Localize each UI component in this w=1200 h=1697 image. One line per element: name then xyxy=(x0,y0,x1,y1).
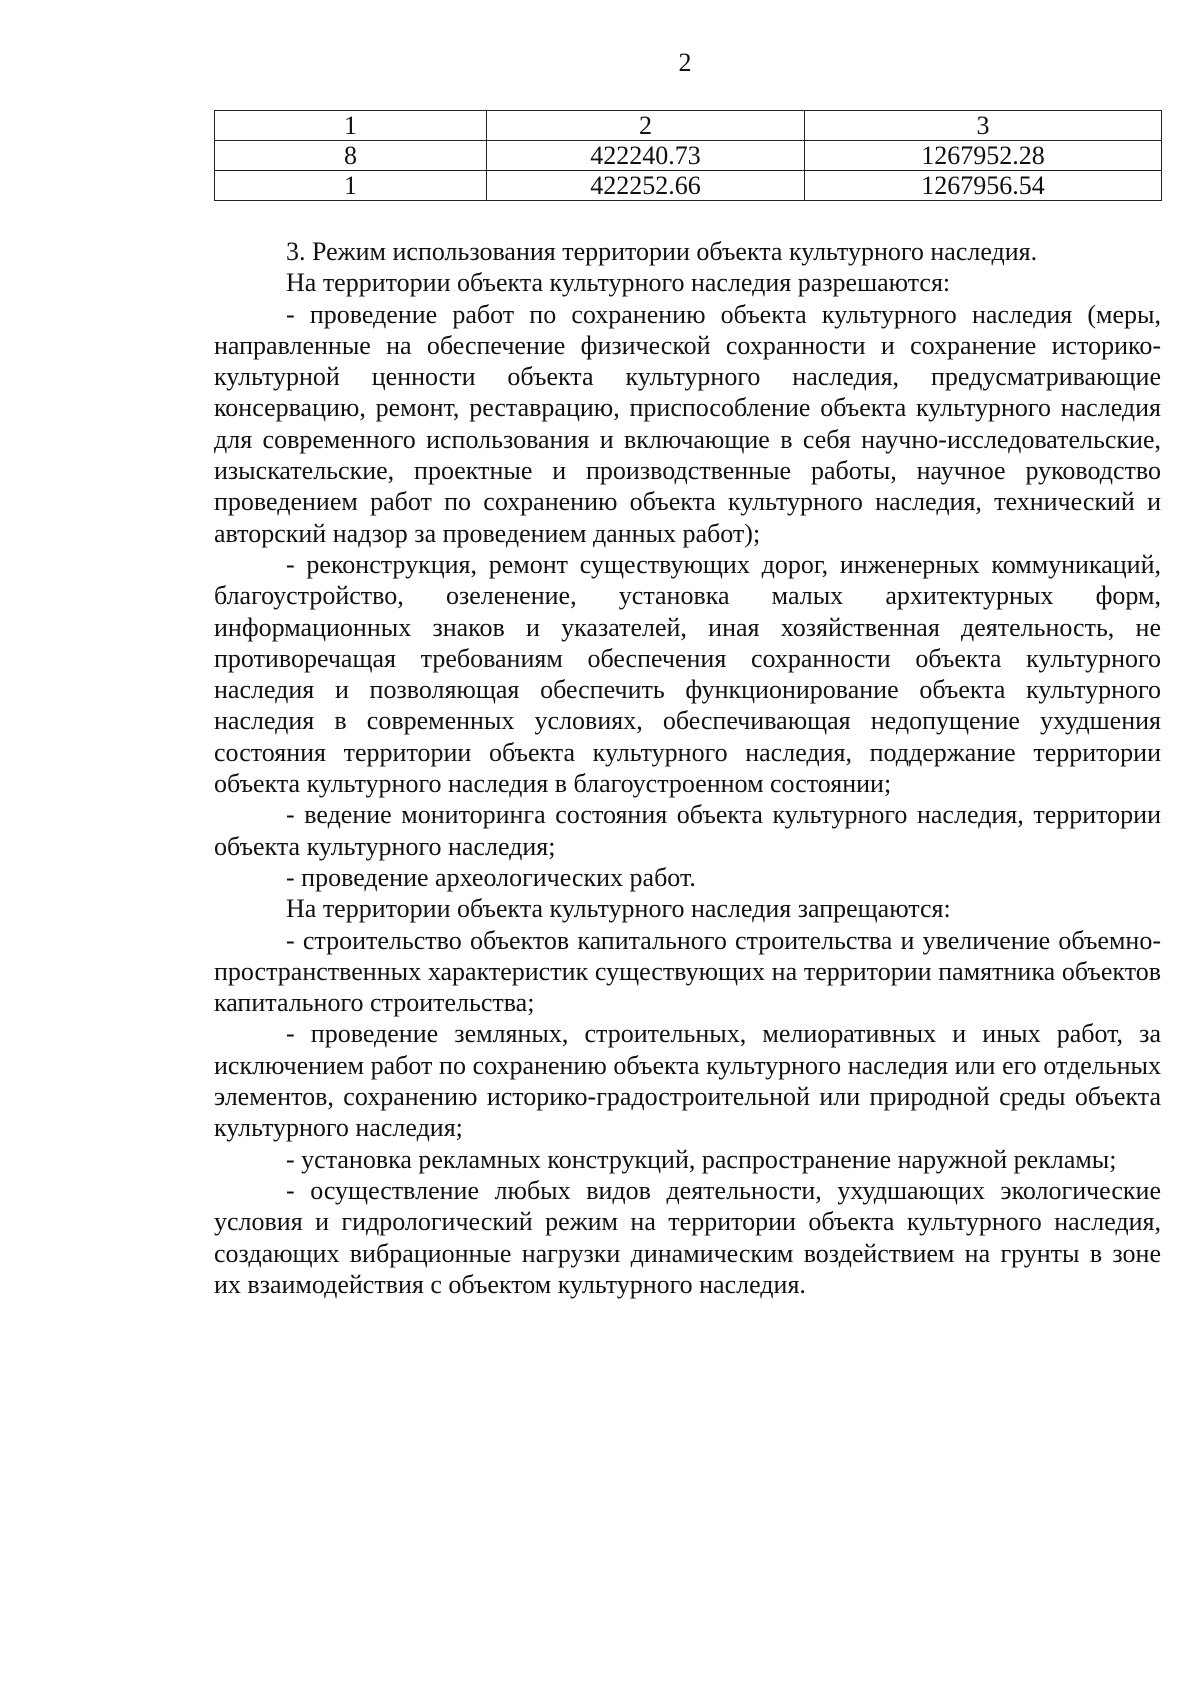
table-cell-x: 422240.73 xyxy=(487,141,805,171)
list-item: - строительство объектов капитального строительства и увеличение объемно-пространственных характеристик существующих на территории памятника объектов капитального строительства; xyxy=(214,925,1161,1018)
table-cell-y: 1267956.54 xyxy=(805,171,1162,201)
coordinates-table xyxy=(214,110,1162,201)
table-header-cell: 1 xyxy=(215,111,487,141)
table-cell-point: 1 xyxy=(215,171,487,201)
list-item: - проведение археологических работ. xyxy=(286,862,696,892)
document-body xyxy=(214,236,1161,1300)
table-cell-x: 422252.66 xyxy=(487,171,805,201)
prohibited-intro: На территории объекта культурного наследия запрещаются: xyxy=(286,894,951,924)
table-header-cell: 2 xyxy=(487,111,805,141)
permitted-intro: На территории объекта культурного наследия разрешаются: xyxy=(286,268,951,298)
table-header-row xyxy=(215,111,1162,141)
list-item: - ведение мониторинга состояния объекта культурного наследия, территории объекта культурного наследия; xyxy=(214,800,1161,861)
table-cell-y: 1267952.28 xyxy=(805,141,1162,171)
list-item: - проведение земляных, строительных, мелиоративных и иных работ, за исключением работ по сохранению объекта культурного наследия или его отдельных элементов, сохранению историко-градостроительной или природной среды объекта культурного наследия; xyxy=(214,1019,1161,1143)
list-item: - осуществление любых видов деятельности, ухудшающих экологические условия и гидрологический режим на территории объекта культурного наследия, создающих вибрационные нагрузки динамическим воздействием на грунты в зоне их взаимодействия с объектом культурного наследия. xyxy=(214,1175,1161,1299)
page-number: 2 xyxy=(678,48,692,77)
list-item: - проведение работ по сохранению объекта культурного наследия (меры, направленные на обеспечение физической сохранности и сохранение историко-культурной ценности объекта культурного наследия, предусматривающие консервацию, ремонт, реставрацию, приспособление объекта культурного наследия для современного использования и включающие в себя научно-исследовательские, изыскательские, проектные и производственные работы, научное руководство проведением работ по сохранению объекта культурного наследия, технический и авторский надзор за проведением данных работ); xyxy=(214,299,1161,548)
table-row xyxy=(215,141,1162,171)
list-item: - установка рекламных конструкций, распространение наружной рекламы; xyxy=(286,1144,1117,1174)
table-row xyxy=(215,171,1162,201)
table-cell-point: 8 xyxy=(215,141,487,171)
table-header-cell: 3 xyxy=(805,111,1162,141)
section-heading: 3. Режим использования территории объекта культурного наследия. xyxy=(286,237,1038,266)
list-item: - реконструкция, ремонт существующих дорог, инженерных коммуникаций, благоустройство, озеленение, установка малых архитектурных форм, информационных знаков и указателей, иная хозяйственная деятельность, не противоречащая требованиям обеспечения сохранности объекта культурного наследия и позволяющая обеспечить функционирование объекта культурного наследия в современных условиях, обеспечивающая недопущение ухудшения состояния территории объекта культурного наследия, поддержание территории объекта культурного наследия в благоустроенном состоянии; xyxy=(214,549,1161,799)
